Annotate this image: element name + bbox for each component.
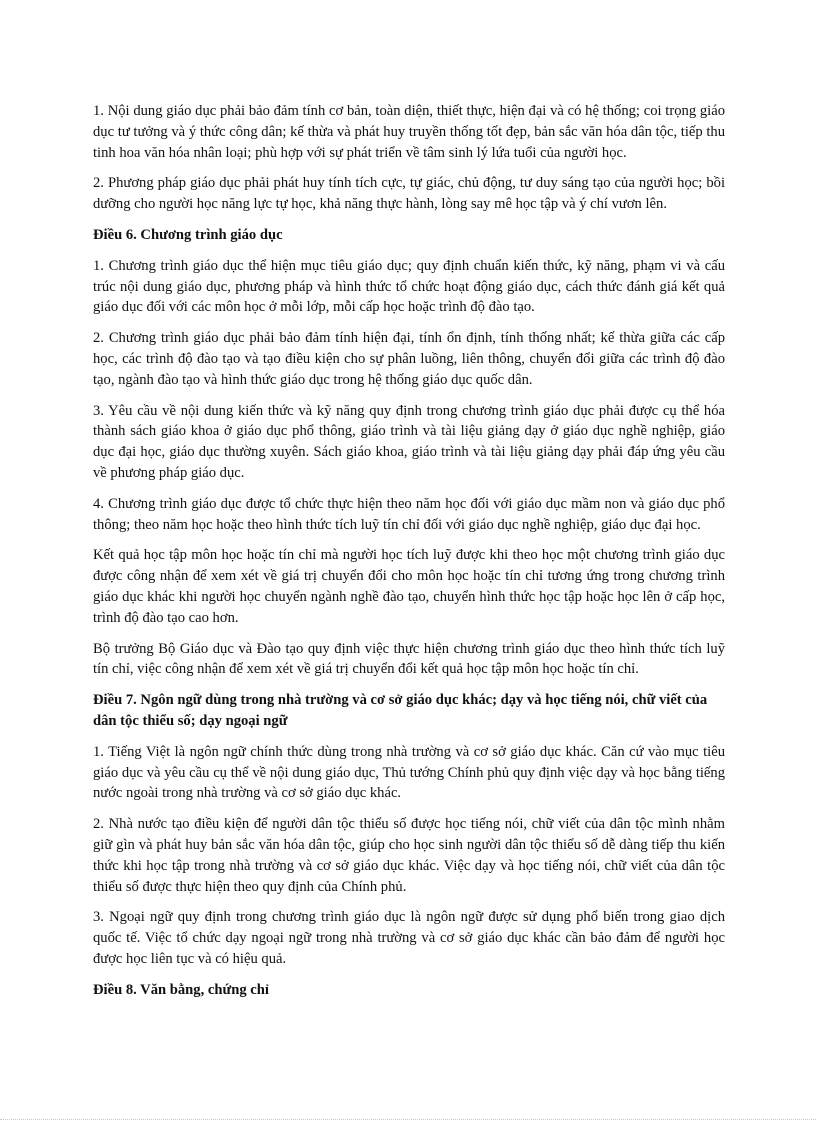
paragraph-article6-clause-1: 1. Chương trình giáo dục thể hiện mục tiêu giáo dục; quy định chuẩn kiến thức, kỹ năng, phạm vi và cấu trúc nội dung giáo dục, phương pháp và hình thức tổ chức hoạt động giáo dục, cách thức đánh giá kết quả giáo dục đối với các môn học ở mỗi lớp, mỗi cấp học hoặc trình độ đào tạo. [93,257,725,316]
paragraph-article7-clause-3: 3. Ngoại ngữ quy định trong chương trình giáo dục là ngôn ngữ được sử dụng phổ biến trong giao dịch quốc tế. Việc tổ chức dạy ngoại ngữ trong nhà trường và cơ sở giáo dục khác cần bảo đảm để người học được học liên tục và có hiệu quả. [93,909,725,967]
article-7-heading: Điều 7. Ngôn ngữ dùng trong nhà trường và cơ sở giáo dục khác; dạy và học tiếng nói, chữ viết của dân tộc thiểu số; dạy ngoại ngữ [93,692,708,729]
page-bottom-border [0,1119,816,1120]
paragraph-article6-clause-3: 3. Yêu cầu về nội dung kiến thức và kỹ năng quy định trong chương trình giáo dục phải được cụ thể hóa thành sách giáo khoa ở giáo dục phổ thông, giáo trình và tài liệu giảng dạy ở giáo dục nghề nghiệp, giáo dục đại học, giáo dục thường xuyên. Sách giáo khoa, giáo trình và tài liệu giảng dạy phải đáp ứng yêu cầu về phương pháp giáo dục. [93,402,725,481]
article-6-heading: Điều 6. Chương trình giáo dục [93,226,283,243]
paragraph-article6-credit-transfer: Kết quả học tập môn học hoặc tín chỉ mà người học tích luỹ được khi theo học một chương trình giáo dục được công nhận để xem xét về giá trị chuyển đổi cho môn học hoặc tín chỉ tương ứng trong chương trình giáo dục khác khi người học chuyển ngành nghề đào tạo, chuyển hình thức học tập hoặc học lên ở cấp học, trình độ đào tạo cao hơn. [93,547,725,626]
paragraph-content-item-1: 1. Nội dung giáo dục phải bảo đảm tính cơ bản, toàn diện, thiết thực, hiện đại và có hệ thống; coi trọng giáo dục tư tưởng và ý thức công dân; kế thừa và phát huy truyền thống tốt đẹp, bản sắc văn hóa dân tộc, tiếp thu tinh hoa văn hóa nhân loại; phù hợp với sự phát triển về tâm sinh lý lứa tuổi của người học. [93,103,725,161]
paragraph-article7-clause-2: 2. Nhà nước tạo điều kiện để người dân tộc thiểu số được học tiếng nói, chữ viết của dân tộc mình nhằm giữ gìn và phát huy bản sắc văn hóa dân tộc, giúp cho học sinh người dân tộc thiểu số dễ dàng tiếp thu kiến thức khi học tập trong nhà trường và cơ sở giáo dục khác. Việc dạy và học tiếng nói, chữ viết của dân tộc thiểu số được thực hiện theo quy định của Chính phủ. [93,816,725,895]
paragraph-article6-minister: Bộ trưởng Bộ Giáo dục và Đào tạo quy định việc thực hiện chương trình giáo dục theo hình thức tích luỹ tín chỉ, việc công nhận để xem xét về giá trị chuyển đổi kết quả học tập môn học hoặc tín chỉ. [93,640,725,678]
paragraph-content-item-2: 2. Phương pháp giáo dục phải phát huy tính tích cực, tự giác, chủ động, tư duy sáng tạo của người học; bồi dưỡng cho người học năng lực tự học, khả năng thực hành, lòng say mê học tập và ý chí vươn lên. [93,175,725,213]
paragraph-article7-clause-1: 1. Tiếng Việt là ngôn ngữ chính thức dùng trong nhà trường và cơ sở giáo dục khác. Căn cứ vào mục tiêu giáo dục và yêu cầu cụ thể về nội dung giáo dục, Thủ tướng Chính phủ quy định việc dạy và học bằng tiếng nước ngoài trong nhà trường và cơ sở giáo dục khác. [93,743,725,802]
paragraph-article6-clause-4: 4. Chương trình giáo dục được tổ chức thực hiện theo năm học đối với giáo dục mầm non và giáo dục phổ thông; theo năm học hoặc theo hình thức tích luỹ tín chỉ đối với giáo dục nghề nghiệp, giáo dục đại học. [93,495,725,533]
document-page [93,101,725,1010]
paragraph-article6-clause-2: 2. Chương trình giáo dục phải bảo đảm tính hiện đại, tính ổn định, tính thống nhất; kế thừa giữa các cấp học, các trình độ đào tạo và tạo điều kiện cho sự phân luồng, liên thông, chuyển đổi giữa các trình độ đào tạo, ngành đào tạo và hình thức giáo dục trong hệ thống giáo dục quốc dân. [93,330,725,388]
article-8-heading: Điều 8. Văn bằng, chứng chỉ [93,981,269,998]
